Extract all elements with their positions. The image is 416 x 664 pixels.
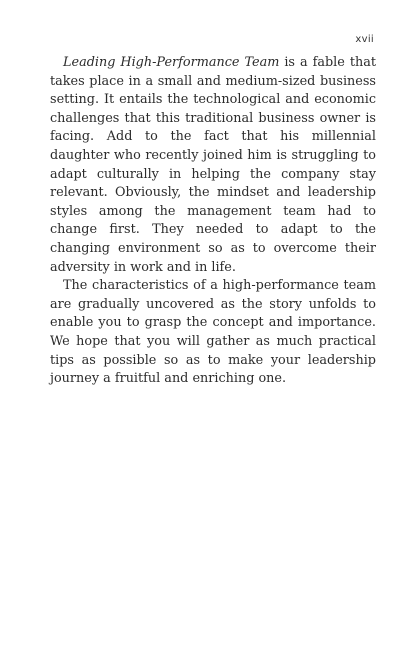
body-text — [50, 54, 376, 389]
paragraph-1-text: is a fable that takes place in a small and medium-sized business setting. It entails the technological and economic challenges that this traditional business owner is facing. Add to the fact that his millennial daughter who recently joined him is struggling to adapt culturally in helping the company stay relevant. Obviously, the mindset and leadership styles among the management team had to change first. They needed to adapt to the changing environment so as to overcome their adversity in work and in life. — [50, 55, 376, 275]
paragraph-2: The characteristics of a high-performance team are gradually uncovered as the story unfolds to enable you to grasp the concept and importance. We hope that you will gather as much practical tips as possible so as to make your leadership journey a fruitful and enriching one. — [50, 278, 376, 387]
book-title-italic: Leading High-Performance Team — [63, 55, 280, 70]
paragraph-1 — [50, 54, 376, 277]
page-number: xvii — [355, 34, 374, 45]
